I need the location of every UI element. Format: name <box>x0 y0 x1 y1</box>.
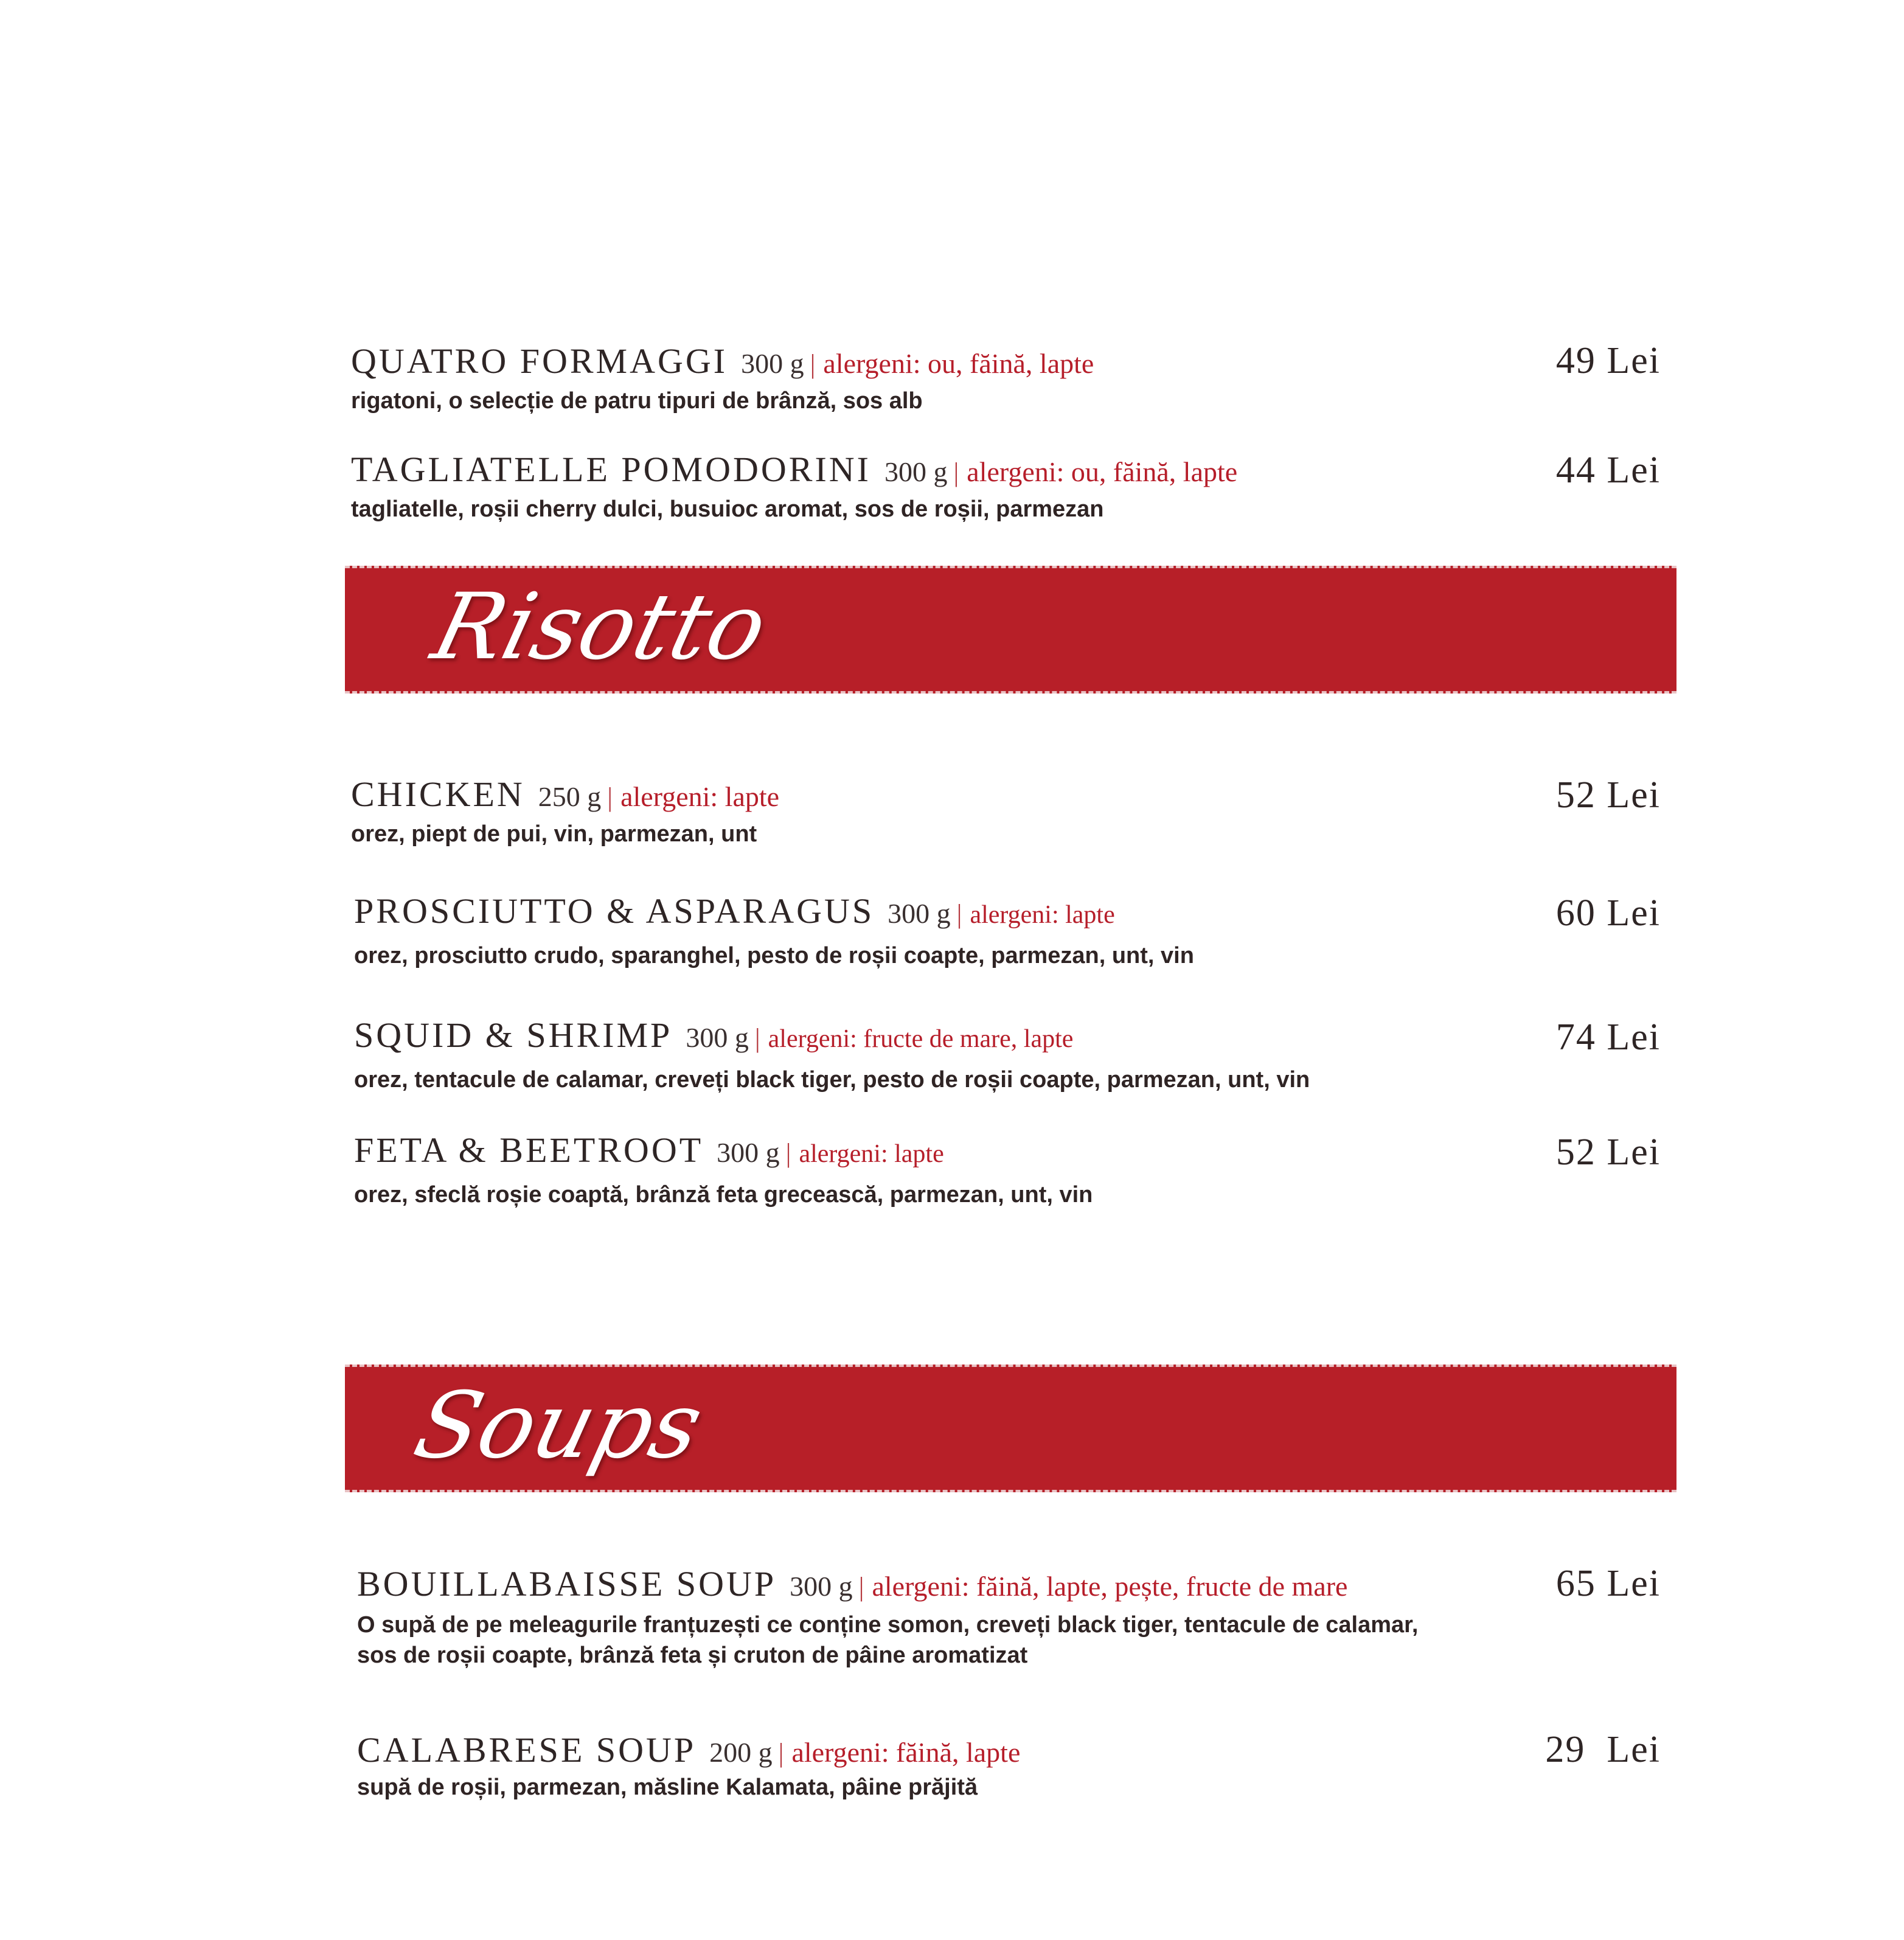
separator: | <box>810 349 818 379</box>
item-description: orez, tentacule de calamar, creveți black tiger, pesto de roșii coapte, parmezan, unt, vin <box>354 1067 1310 1093</box>
item-name: QUATRO FORMAGGI <box>351 341 728 381</box>
item-price: 49 Lei <box>1555 340 1661 381</box>
item-allergens: alergeni: fructe de mare, lapte <box>768 1025 1074 1053</box>
item-description: tagliatelle, roșii cherry dulci, busuioc aromat, sos de roșii, parmezan <box>351 496 1104 522</box>
item-name-line <box>354 1015 1073 1055</box>
section-banner-soups <box>345 1365 1676 1492</box>
item-weight: 300 g <box>717 1137 780 1168</box>
item-price: 29 Lei <box>1545 1729 1661 1770</box>
item-weight: 300 g <box>741 348 804 379</box>
item-weight: 300 g <box>884 456 948 487</box>
item-name: BOUILLABAISSE SOUP <box>357 1564 777 1604</box>
item-description: orez, piept de pui, vin, parmezan, unt <box>351 821 757 847</box>
item-name-line <box>351 449 1237 490</box>
item-price: 74 Lei <box>1555 1017 1661 1058</box>
item-name-line <box>351 774 779 815</box>
item-name-line <box>351 341 1094 381</box>
separator: | <box>778 1738 786 1768</box>
item-name: CALABRESE SOUP <box>357 1730 697 1770</box>
item-name-line <box>354 1130 944 1170</box>
item-name-line <box>357 1730 1020 1770</box>
item-price: 44 Lei <box>1555 450 1661 491</box>
item-weight: 250 g <box>538 781 602 812</box>
item-name-line <box>357 1563 1347 1604</box>
item-weight: 300 g <box>790 1571 853 1602</box>
item-allergens: alergeni: lapte <box>799 1140 944 1168</box>
item-price: 52 Lei <box>1555 1132 1661 1173</box>
section-banner-risotto <box>345 566 1676 694</box>
separator: | <box>956 899 964 929</box>
item-price: 60 Lei <box>1555 892 1661 934</box>
separator: | <box>754 1023 762 1053</box>
item-weight: 300 g <box>686 1022 749 1053</box>
item-price: 52 Lei <box>1555 774 1661 816</box>
item-name: CHICKEN <box>351 774 525 814</box>
separator: | <box>858 1572 866 1602</box>
separator: | <box>607 782 615 812</box>
item-name: TAGLIATELLE POMODORINI <box>351 450 871 489</box>
separator: | <box>953 457 961 487</box>
item-name: PROSCIUTTO & ASPARAGUS <box>354 891 875 931</box>
item-description: O supă de pe meleagurile franțuzești ce conține somon, creveți black tiger, tentacule de calamar, <box>357 1612 1419 1638</box>
item-allergens: alergeni: făină, lapte <box>791 1737 1021 1768</box>
item-weight: 200 g <box>709 1737 773 1768</box>
separator: | <box>785 1138 793 1168</box>
section-title-risotto: Risotto <box>423 574 777 680</box>
item-weight: 300 g <box>888 898 951 929</box>
item-allergens: alergeni: lapte <box>620 781 780 812</box>
item-allergens: alergeni: lapte <box>970 901 1115 929</box>
item-name: FETA & BEETROOT <box>354 1130 704 1170</box>
item-description: rigatoni, o selecție de patru tipuri de brânză, sos alb <box>351 388 923 414</box>
item-description: orez, prosciutto crudo, sparanghel, pesto de roșii coapte, parmezan, unt, vin <box>354 943 1194 968</box>
item-price: 65 Lei <box>1555 1563 1661 1604</box>
item-name: SQUID & SHRIMP <box>354 1015 673 1055</box>
section-title-soups: Soups <box>405 1373 713 1479</box>
item-name-line <box>354 891 1115 931</box>
item-description: supă de roșii, parmezan, măsline Kalamata, pâine prăjită <box>357 1775 978 1800</box>
item-description-line-2: sos de roșii coapte, brânză feta și cruton de pâine aromatizat <box>357 1643 1028 1668</box>
item-allergens: alergeni: ou, făină, lapte <box>823 348 1094 379</box>
item-description: orez, sfeclă roșie coaptă, brânză feta grecească, parmezan, unt, vin <box>354 1182 1093 1208</box>
item-allergens: alergeni: făină, lapte, pește, fructe de mare <box>872 1571 1348 1602</box>
item-allergens: alergeni: ou, făină, lapte <box>967 456 1238 487</box>
